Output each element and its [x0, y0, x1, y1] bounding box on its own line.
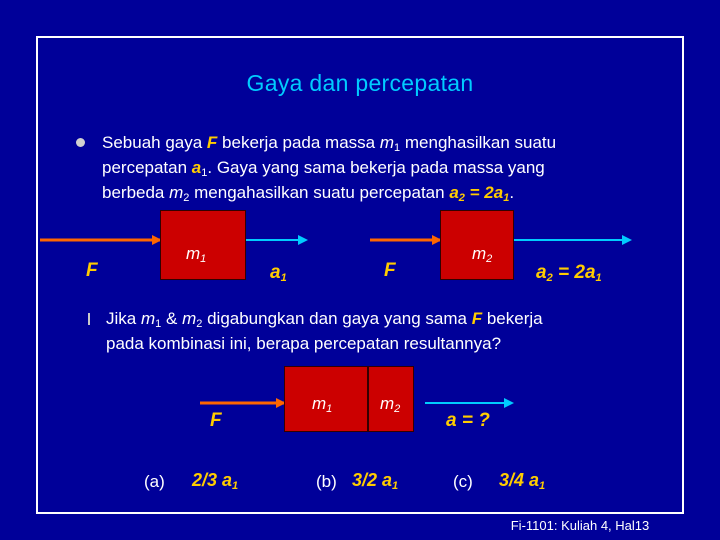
option-a-letter: (a): [144, 472, 165, 491]
mass-1-label: $m_1$: [186, 244, 207, 265]
option-b-letter: (b): [316, 472, 337, 491]
diagram-2-force-label: F: [384, 260, 396, 281]
paragraph-2: [106, 309, 543, 353]
option-c-letter: (c): [453, 472, 473, 491]
paragraph-1-line-1: Sebuah gaya F bekerja pada massa $m_1$ menghasilkan suatu: [102, 133, 557, 154]
slide-title: Gaya dan percepatan: [246, 70, 474, 96]
combined-mass-1-label: $m_1$: [312, 394, 333, 415]
paragraph-1-line-2: percepatan $a_1$. Gaya yang sama bekerja pada massa yang: [102, 158, 545, 179]
mass-2-label: $m_2$: [472, 244, 493, 265]
paragraph-1-line-3: berbeda $m_2$ mengahasilkan suatu percepatan $a_2 = 2a_1$.: [102, 183, 515, 204]
option-b-value: 3/2 $a_1$: [352, 470, 399, 492]
diagram-3-force-label: F: [210, 410, 222, 431]
option-a-value: 2/3 $a_1$: [192, 470, 239, 492]
diagram-1-accel-label: $a_1$: [270, 262, 287, 284]
diagram-1-force-label: F: [86, 260, 98, 281]
combined-mass-2-label: $m_2$: [380, 394, 401, 415]
slide-footer: Fi-1101: Kuliah 4, Hal13: [510, 518, 650, 533]
diagram-2-accel-label: $a_2 = 2a_1$: [536, 262, 602, 284]
diagram-3-accel-label: a = ?: [446, 410, 490, 431]
bullet-2-icon: [88, 313, 90, 325]
paragraph-2-line-2: pada kombinasi ini, berapa percepatan resultannya?: [106, 334, 502, 353]
paragraph-2-line-1: Jika $m_1$ & $m_2$ digabungkan dan gaya yang sama F bekerja: [106, 309, 543, 330]
option-c-value: 3/4 $a_1$: [499, 470, 546, 492]
